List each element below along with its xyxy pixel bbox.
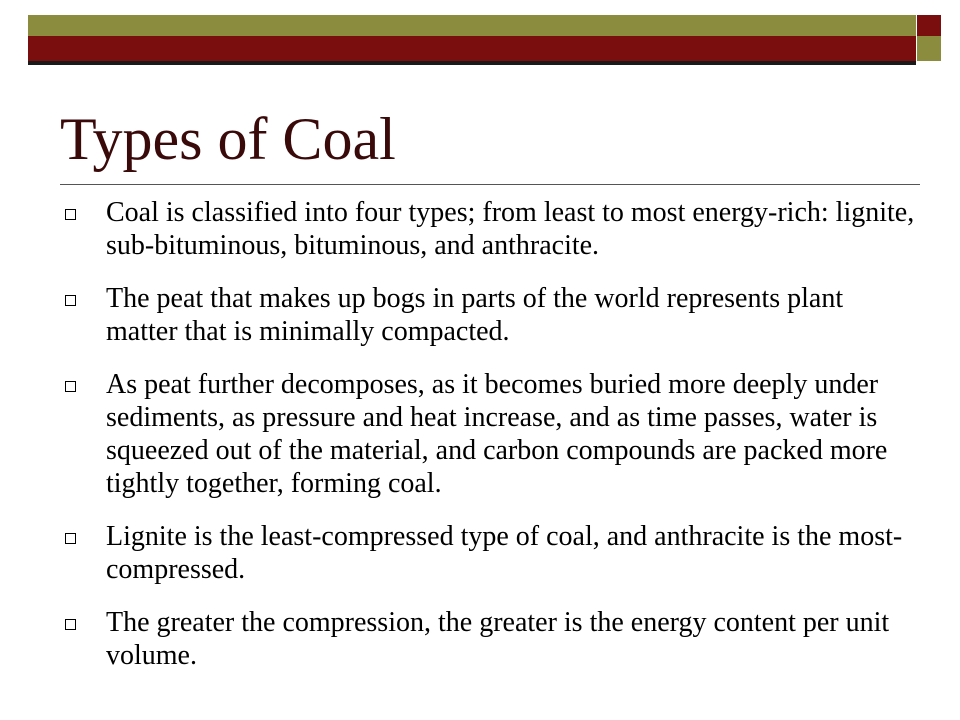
bullet-text: Lignite is the least-compressed type of coal, and anthracite is the most-compressed. xyxy=(106,521,903,585)
corner-maroon-block xyxy=(917,15,941,36)
square-bullet-icon xyxy=(65,209,76,220)
square-bullet-icon xyxy=(65,381,76,392)
bullet-text: The peat that makes up bogs in parts of the world represents plant matter that is minimally compacted. xyxy=(106,283,844,347)
slide-title: Types of Coal xyxy=(60,106,396,172)
bullet-item xyxy=(60,520,920,586)
square-bullet-icon xyxy=(65,533,76,544)
bullet-text: Coal is classified into four types; from least to most energy-rich: lignite, sub-bituminous, bituminous, and anthracite. xyxy=(106,197,915,261)
bullet-item xyxy=(60,196,920,262)
corner-olive-block xyxy=(917,36,941,61)
bullet-text: The greater the compression, the greater is the energy content per unit volume. xyxy=(106,607,890,671)
bullet-list xyxy=(60,196,920,692)
top-bar-maroon-band xyxy=(28,36,916,65)
bullet-item xyxy=(60,282,920,348)
bullet-item xyxy=(60,606,920,672)
top-bar-olive-band xyxy=(28,15,916,36)
top-bar xyxy=(28,15,916,61)
bullet-text: As peat further decomposes, as it becomes buried more deeply under sediments, as pressure and heat increase, and as time passes, water is squeezed out of the material, and carbon compounds are packed more tightly together, forming coal. xyxy=(106,369,888,499)
square-bullet-icon xyxy=(65,295,76,306)
square-bullet-icon xyxy=(65,619,76,630)
title-divider xyxy=(60,184,920,185)
bullet-item xyxy=(60,368,920,500)
